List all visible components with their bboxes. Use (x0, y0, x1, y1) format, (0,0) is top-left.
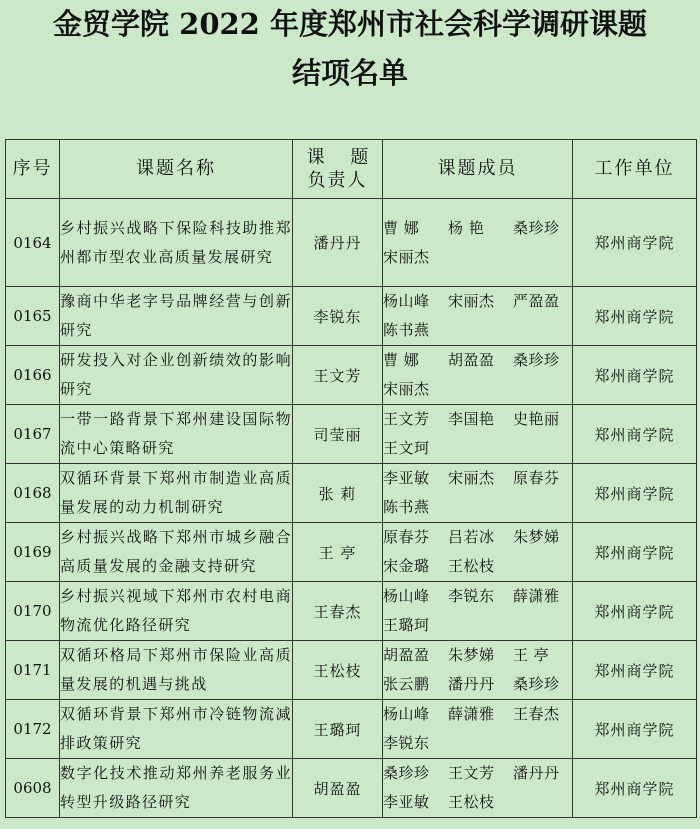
member-line (383, 375, 572, 404)
header-lead-line1: 课 题 (306, 146, 379, 168)
cell-members (383, 287, 573, 346)
member-name: 朱梦娣 (448, 646, 495, 664)
member-name: 李锐东 (383, 734, 430, 752)
member-name: 薛潇雅 (448, 705, 495, 723)
member-name: 李国艳 (448, 410, 495, 428)
member-line (383, 287, 572, 316)
document-subtitle: 结项名单 (291, 56, 408, 90)
header-name: 课题名称 (60, 140, 293, 199)
cell-lead: 李锐东 (293, 287, 383, 346)
member-name: 王璐珂 (383, 616, 430, 634)
table-row (6, 700, 697, 759)
table-row (6, 464, 697, 523)
cell-unit: 郑州商学院 (573, 641, 697, 700)
cell-unit: 郑州商学院 (573, 523, 697, 582)
member-name: 曹 娜 (383, 218, 420, 237)
member-line (383, 214, 572, 243)
cell-members (383, 700, 573, 759)
member-line (383, 434, 572, 463)
cell-no: 0169 (6, 523, 60, 582)
member-name: 原春芬 (383, 528, 430, 546)
member-name: 宋丽杰 (383, 380, 430, 398)
cell-unit: 郑州商学院 (573, 287, 697, 346)
member-name: 杨 艳 (448, 218, 485, 237)
cell-members (383, 641, 573, 700)
cell-unit: 郑州商学院 (573, 582, 697, 641)
member-line (383, 788, 572, 817)
cell-lead: 王松枝 (293, 641, 383, 700)
member-name: 杨山峰 (383, 292, 430, 310)
member-line (383, 552, 572, 581)
member-line (383, 523, 572, 552)
member-line (383, 759, 572, 788)
cell-name: 双循环背景下郑州市冷链物流减排政策研究 (60, 700, 293, 759)
cell-name: 一带一路背景下郑州建设国际物流中心策略研究 (60, 405, 293, 464)
cell-members (383, 759, 573, 818)
cell-members (383, 523, 573, 582)
member-name: 桑珍珍 (513, 351, 560, 369)
member-name: 张云鹏 (383, 675, 430, 693)
member-name: 宋丽杰 (448, 469, 495, 487)
header-lead (293, 140, 383, 199)
cell-lead: 王 亭 (293, 523, 383, 582)
member-line (383, 464, 572, 493)
member-name: 李锐东 (448, 587, 495, 605)
cell-name: 双循环格局下郑州市保险业高质量发展的机遇与挑战 (60, 641, 293, 700)
cell-unit: 郑州商学院 (573, 346, 697, 405)
member-name: 陈书燕 (383, 498, 430, 516)
member-line (383, 316, 572, 345)
cell-lead: 司莹丽 (293, 405, 383, 464)
member-line (383, 700, 572, 729)
cell-no: 0167 (6, 405, 60, 464)
member-name: 杨山峰 (383, 705, 430, 723)
member-name: 宋丽杰 (448, 292, 495, 310)
cell-name: 双循环背景下郑州市制造业高质量发展的动力机制研究 (60, 464, 293, 523)
member-name: 胡盈盈 (448, 351, 495, 369)
member-name: 宋金璐 (383, 557, 430, 575)
member-name: 原春芬 (513, 469, 560, 487)
member-line (383, 493, 572, 522)
table-row (6, 523, 697, 582)
cell-name: 豫商中华老字号品牌经营与创新研究 (60, 287, 293, 346)
member-name: 桑珍珍 (383, 764, 430, 782)
cell-lead: 潘丹丹 (293, 199, 383, 287)
cell-lead: 王璐珂 (293, 700, 383, 759)
member-name: 严盈盈 (513, 292, 560, 310)
results-table (5, 139, 697, 818)
cell-name: 乡村振兴战略下郑州市城乡融合高质量发展的金融支持研究 (60, 523, 293, 582)
cell-name: 数字化技术推动郑州养老服务业转型升级路径研究 (60, 759, 293, 818)
member-name: 李亚敏 (383, 793, 430, 811)
cell-no: 0170 (6, 582, 60, 641)
member-name: 桑珍珍 (513, 675, 560, 693)
table-row (6, 405, 697, 464)
cell-unit: 郑州商学院 (573, 199, 697, 287)
cell-unit: 郑州商学院 (573, 759, 697, 818)
cell-lead: 王文芳 (293, 346, 383, 405)
member-line (383, 405, 572, 434)
cell-no: 0171 (6, 641, 60, 700)
cell-members (383, 346, 573, 405)
table-row (6, 641, 697, 700)
table-header-row (6, 140, 697, 199)
member-name: 王 亭 (513, 646, 550, 664)
member-name: 王文芳 (448, 764, 495, 782)
member-name: 王文芳 (383, 410, 430, 428)
cell-name: 乡村振兴视域下郑州市农村电商物流优化路径研究 (60, 582, 293, 641)
cell-lead: 胡盈盈 (293, 759, 383, 818)
cell-no: 0168 (6, 464, 60, 523)
cell-members (383, 405, 573, 464)
header-unit: 工作单位 (573, 140, 697, 199)
cell-no: 0608 (6, 759, 60, 818)
cell-members (383, 464, 573, 523)
member-line (383, 670, 572, 699)
member-name: 曹 娜 (383, 351, 420, 369)
member-name: 王松枝 (448, 793, 495, 811)
cell-name: 乡村振兴战略下保险科技助推郑州都市型农业高质量发展研究 (60, 199, 293, 287)
member-name: 朱梦娣 (513, 528, 560, 546)
member-name: 宋丽杰 (383, 247, 430, 266)
member-name: 吕若冰 (448, 528, 495, 546)
document-title: 金贸学院 2022 年度郑州市社会科学调研课题 (53, 7, 647, 41)
table-row (6, 346, 697, 405)
member-line (383, 582, 572, 611)
cell-unit: 郑州商学院 (573, 405, 697, 464)
cell-members (383, 199, 573, 287)
member-name: 陈书燕 (383, 321, 430, 339)
table-body (6, 199, 697, 818)
cell-no: 0172 (6, 700, 60, 759)
cell-lead: 王春杰 (293, 582, 383, 641)
member-name: 胡盈盈 (383, 646, 430, 664)
table-row (6, 287, 697, 346)
table-row (6, 199, 697, 287)
cell-unit: 郑州商学院 (573, 464, 697, 523)
header-no: 序号 (6, 140, 60, 199)
cell-unit: 郑州商学院 (573, 700, 697, 759)
member-name: 王文珂 (383, 439, 430, 457)
header-lead-line2: 负责人 (307, 170, 368, 191)
member-name: 薛潇雅 (513, 587, 560, 605)
cell-name: 研发投入对企业创新绩效的影响研究 (60, 346, 293, 405)
member-name: 杨山峰 (383, 587, 430, 605)
table-row (6, 582, 697, 641)
member-name: 潘丹丹 (448, 675, 495, 693)
cell-no: 0165 (6, 287, 60, 346)
member-name: 桑珍珍 (513, 218, 560, 237)
member-name: 潘丹丹 (513, 764, 560, 782)
member-name: 王春杰 (513, 705, 560, 723)
member-line (383, 243, 572, 272)
cell-lead: 张 莉 (293, 464, 383, 523)
header-members: 课题成员 (383, 140, 573, 199)
table-row (6, 759, 697, 818)
member-name: 史艳丽 (513, 410, 560, 428)
member-line (383, 346, 572, 375)
cell-no: 0166 (6, 346, 60, 405)
member-name: 李亚敏 (383, 469, 430, 487)
cell-no: 0164 (6, 199, 60, 287)
member-line (383, 729, 572, 758)
member-line (383, 641, 572, 670)
member-name: 王松枝 (448, 557, 495, 575)
member-line (383, 611, 572, 640)
cell-members (383, 582, 573, 641)
